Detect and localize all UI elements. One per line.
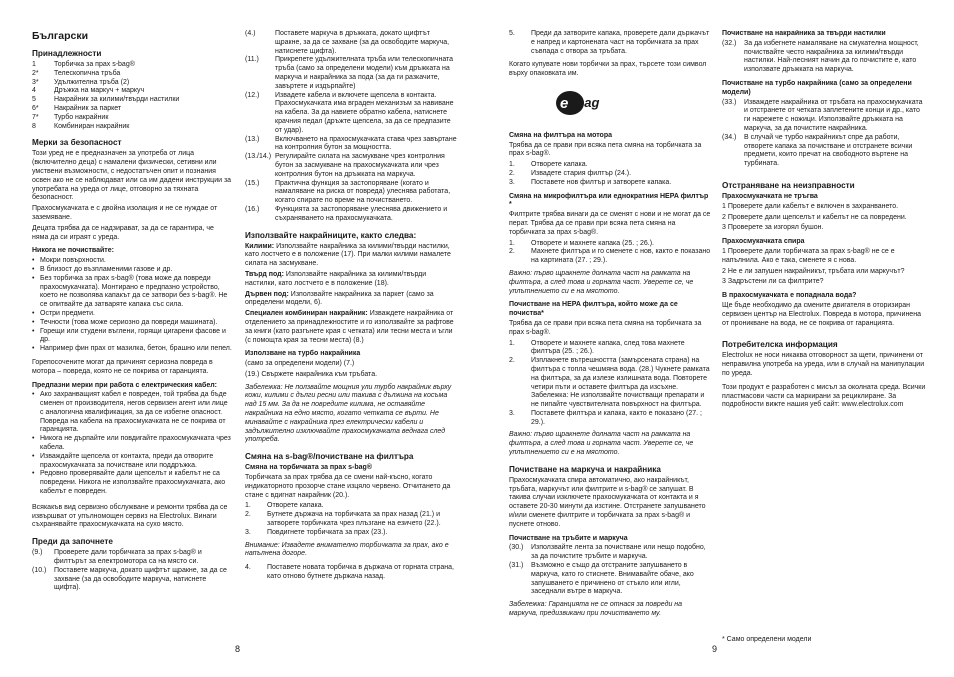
bullet-item: • В близост до възпламеними газове и др. [32, 265, 173, 273]
column-1 [32, 30, 232, 593]
list-item: (33.) Изваждете накрайника от тръбата на прахосмукачката и отстранете от четката заплетените конци и др., като ги нарежете с ножици. Използвайте дръжката на маркуча, за да почистите накрайника. [722, 98, 923, 132]
paragraph: Прахосмукачката е с двойна изолация и не се нуждае от заземяване. [32, 205, 218, 221]
bullet-item: • Без торбичка за прах s-bag® (това може да повреди прахосмукачката). Монтирано е предпазно устройство, което не позволява капакът да се затвори без s-bag®. Не се опитвайте да затваряте капака със сила. [32, 274, 228, 309]
paragraph: 2 Проверете дали щепселът и кабелът не са повредени. [722, 213, 907, 221]
list-item: (30.) Използвайте лента за почистване или нещо подобно, за да почистите тръбите и маркуча. [509, 544, 706, 561]
page-number-left: 8 [235, 644, 241, 654]
note: Важно: първо щракнете долната част на рамката на филтъра, а след това и горната част. Уверете се, че уплътнението си е на мястото. [509, 269, 694, 295]
accessories-list [32, 61, 232, 131]
list-item: 1 Торбичка за прах s-bag® [32, 61, 135, 68]
list-item: (31.) Възможно е също да отстраните запушването в маркуча, като го стиснете. Внимавайте обаче, ако запушването е причинено от стъкло или игли, заседнали вътре в маркуча. [509, 562, 694, 596]
paragraph: Специален комбиниран накрайник: Изваждете накрайника от отделението за принадлежностите и го използвайте за рафтове за книги (като разгънете края с четката) или тесни места и ъгли (с помощта края за тесни места) (8.) [245, 310, 454, 344]
bullet-item: • Редовно проверявайте дали щепселът и кабелът не са повредени. Никога не използвайте прахосмукачката, ако кабелът е повреден. [32, 470, 226, 496]
list-item: (11.) Прикрепете удължителната тръба или телескопичната тръба (само за определени модели) към дръжката на маркуча и накрайника за пода (за да ги разкачите, завъртете и издърпайте) [245, 56, 454, 90]
troubleshooting-heading: Отстраняване на неизправности [722, 180, 855, 190]
list-item: (15.) Практична функция за застопоряване (когато и намаляване на риска от повреда) улеснява работата, когато спирате по време на почистването. [245, 179, 451, 205]
paragraph: 2 Не е ли запушен накрайникът, тръбата или маркучът? [722, 267, 905, 275]
list-item: 2. Бутнете държача на торбичката за прах назад (21.) и затворете торбичката чрез плъзгане на езичето (22.). [245, 511, 441, 528]
list-item: (9.) Проверете дали торбичката за прах s-bag® и филтърът за електромотора са на място си. [32, 549, 202, 566]
turbo-heading: Използване на турбо накрайника [245, 350, 361, 358]
note: Важно: първо щракнете долната част на рамката на филтъра, а след това и горната част. Уверете се, че уплътнението си е на мястото. [509, 431, 694, 457]
bullet-item: • Изваждайте щепсела от контакта, преди да отворите прахосмукачката за почистване или поддръжка. [32, 452, 214, 469]
paragraph: Всякакъв вид сервизно обслужване и ремонти трябва да се извършват от упълномощен сервиз на Electrolux. Винаги съхранявайте прахосмукачката на сухо място. [32, 503, 228, 529]
before-start-heading: Преди да започнете [32, 537, 113, 547]
list-item: (32.) За да избегнете намаляване на смукателна мощност, почиствайте често накрайника за килими/твърди настилки. Най-лесният начин да го почистите е, като използвате дръжката на маркуча. [722, 39, 919, 74]
motor-filter-heading: Смяна на филтъра на мотора [509, 131, 613, 139]
list-item: 3. Поставете нов филтър и затворете капака. [509, 178, 672, 186]
paragraph: 3 Проверете за изгорял бушон. [722, 224, 824, 232]
bullet-item: • Например фин прах от мазилка, бетон, брашно или пепел. [32, 345, 232, 353]
paragraph: Дървен под: Използвайте накрайника за паркет (само за определени модели, 6). [245, 290, 434, 307]
cable-precautions-heading: Предпазни мерки при работа с електрическия кабел: [32, 381, 217, 389]
paragraph: 1 Проверете дали торбичката за прах s-bag® не се е напълнила. Ако е така, сменете я с нова. [722, 247, 895, 264]
note: Забележка: Гаранцията не се отнася за повреди на маркуча, предизвикани при почистването му. [509, 601, 683, 618]
paragraph: 3 Задръстени ли са филтрите? [722, 278, 824, 286]
svg-text:-bag: -bag [572, 94, 600, 110]
paragraph: Торбичката за прах трябва да се смени най-късно, когато индикаторното прозорче стане изцяло червено. Отчитането да стане с вдигнат накрайник (20.). [245, 474, 451, 499]
no-start-heading: Прахосмукачката не тръгва [722, 192, 818, 200]
list-item: 3. Поставете филтъра и капака, както е показано (27. ; 29.). [509, 409, 702, 426]
bullet-item: • Горещи или студени въглени, горящи цигарени фасове и др. [32, 327, 226, 344]
list-item: (10.) Поставете маркуча, докато щифтът щракне, за да се захване (за да освободите маркуча, натиснете щифта). [32, 566, 227, 592]
note: Забележка: Не ползвайте мощния ули турбо накрайник върху кожи, килими с дълги ресни или такива с дължина на косъма над 15 мм. За да не повредите килима, не оставяйте накрайника на едно място, когато четката се върти. Не минавайте с накрайника през електрически кабели и задължително изключвайте прахосмукачката веднага след употреба. [245, 383, 452, 444]
list-item: 2. Извадете стария филтър (24.). [509, 169, 632, 177]
stops-heading: Прахосмукачката спира [722, 238, 805, 246]
list-item: 2* Телескопична тръба [32, 69, 121, 77]
microfilter-heading: Смяна на микрофилтъра или еднократния HEPA филтър * [509, 192, 709, 209]
list-item: 2. Изплакнете вътрешността (замърсената страна) на филтъра с топла чешмяна вода. (28.) Чукнете рамката на филтъра, за да излезе излишната вода. Повторете четири пъти и оставете филтъра да изсъхне. Забележка: Не използвайте почистващи препарати и не пипайте чувствителната повърхност на филтъра. [509, 357, 710, 409]
list-item: 7* Турбо накрайник [32, 113, 109, 121]
list-item: (13.) Включването на прахосмукачката става чрез завъртане на контролния бутон за мощността. [245, 135, 457, 152]
column-3 [509, 30, 711, 623]
bullet-item: • Остри предмети. [32, 309, 95, 317]
paragraph: Прахосмукачката спира автоматично, ако накрайникът, тръбата, маркучът или филтрите и s-bag® се запушат. В такива случаи изключете прахосмукачката от контакта и я оставете 20-30 минути да изстине. Отстранете запушването и/или сменете филтрите и торбичката за прах s-bag® и пуснете отново. [509, 476, 706, 528]
hepa-heading: Почистване на HEPA филтъра, който може да се почиства* [509, 301, 678, 318]
note: Внимание: Извадете внимателно торбичката за прах, ако е напълнена догоре. [245, 541, 449, 558]
column-4 [722, 30, 928, 412]
paragraph: Горепосочените могат да причинят сериозна повреда в мотора – повреда, която не се покрива от гаранцията. [32, 358, 213, 375]
tubes-cleaning-heading: Почистване на тръбите и маркуча [509, 534, 628, 542]
replace-bag-heading: Смяна на торбичката за прах s-bag® [245, 464, 372, 472]
consumer-info-heading: Потребителска информация [722, 340, 838, 350]
language-title: Български [32, 30, 89, 42]
list-item: (12.) Извадете кабела и включете щепсела в контакта. Прахосмукачката има вграден механизъм за навиване на кабела. За да навиете обратно кабела, натиснете крачния педал (дръжте щепсела, за да се предпазите от удар). [245, 91, 454, 134]
paragraph: 1 Проверете дали кабелът е включен в захранването. [722, 202, 899, 210]
list-item: 5. Преди да затворите капака, проверете дали държачът е напред и картонената част на торбичката за прах съвпада с отвора за тръбата. [509, 30, 710, 55]
never-clean-heading: Никога не почиствайте: [32, 247, 114, 255]
paragraph: (само за определени модели) (7.) [245, 360, 355, 368]
paragraph: (19.) Свържете накрайника към тръбата. [245, 370, 378, 378]
list-item: (34.) В случай че турбо накрайникът спре да работи, отворете капака за почистване и отстранете всички предмети, които пречат на свободното въртене на турбината. [722, 133, 913, 168]
hard-floor-heading: Почистване на накрайника за твърди настилки [722, 30, 886, 37]
paragraph: Твърд под: Използвайте накрайника за килими/твърди настилки, като лостчето е в положение (18). [245, 270, 427, 287]
list-item: 2. Махнете филтъра и го сменете с нов, както е показано на картината (27. ; 29.). [509, 248, 711, 265]
bullet-item: • Течности (това може сериозно да повреди машината). [32, 318, 218, 326]
sbag-heading: Смяна на s-bag®/почистване на филтъра [245, 452, 414, 462]
list-item: 5 Накрайник за килими/твърди настилки [32, 96, 180, 104]
paragraph: Трябва да се прави при всяка пета смяна на торбичката за прах s-bag®. [509, 319, 702, 336]
s-bag-logo [554, 87, 612, 117]
paragraph: Electrolux не носи никаква отговорност за щети, причинени от неправилна употреба на уреда, или в случай на манипулации по уреда. [722, 352, 925, 377]
list-item: 4 Дръжка на маркуч + маркуч [32, 87, 145, 95]
list-item: (13./14.) Регулирайте силата на засмукване чрез контролния бутон за засмукване на прахосмукачката или чрез контролния бутон на дръжката на маркуча. [245, 153, 445, 178]
list-item: 8 Комбиниран накрайник [32, 122, 130, 130]
list-item: 1. Отворете капака. [509, 161, 588, 169]
paragraph: Този уред не е предназначен за употреба от лица (включително деца) с намалени физически, сетивни или умствени възможности, с недостатъчен опит и познания освен ако не се наблюдават или са им дадени инструкции за употребата на уреда от лице, отговорно за тяхната безопасност. [32, 150, 232, 202]
paragraph: Децата трябва да се надзирават, за да се гарантира, че няма да си играят с уреда. [32, 224, 214, 241]
paragraph: Трябва да се прави при всяка пета смяна на торбичката за прах s-bag®. [509, 141, 702, 158]
column-2 [245, 30, 457, 582]
list-item: 3* Удължителна тръба (2) [32, 78, 130, 86]
list-item: 3. Повдигнете торбичката за прах (23.). [245, 528, 388, 536]
list-item: 6* Накрайник за паркет [32, 104, 122, 112]
svg-text:e: e [560, 94, 569, 112]
turbo-cleaning-heading: Почистване на турбо накрайника (само за определени модели) [722, 79, 912, 96]
paragraph: Този продукт е разработен с мисъл за околната среда. Всички пластмасови части са маркирани за рециклиране. За подробности вижте нашия уеб сайт: www.electrolux.com [722, 383, 926, 409]
list-item: (16.) Функцията за застопоряване улеснява движението и съхраняването на прахосмукачката. [245, 205, 448, 222]
bullet-item: • Мокри повърхности. [32, 257, 106, 265]
paragraph: Когато купувате нови торбички за прах, търсете този символ върху опаковката им. [509, 61, 707, 78]
safety-heading: Мерки за безопасност [32, 138, 122, 148]
accessories-heading: Принадлежности [32, 49, 102, 58]
list-item: 4. Поставете новата торбичка в държача от горната страна, като отново бутнете държача назад. [245, 564, 454, 581]
water-heading: В прахосмукачката е попаднала вода? [722, 292, 857, 300]
paragraph: Филтрите трябва винаги да се сменят с нови и не могат да се перат. Трябва да се прави при всяка пета смяна на торбичката за прах s-bag®. [509, 211, 711, 236]
page-number-right: 9 [712, 644, 718, 654]
paragraph: Килими: Използвайте накрайника за килими/твърди настилки, като лостчето е в положение (17). При малки килими намалете силата на засмукване. [245, 242, 451, 268]
list-item: 1. Отворете и махнете капака, след това махнете филтъра (25. ; 26.). [509, 339, 685, 356]
paragraph: Ще бъде необходимо да смените двигателя в оторизиран сервизен център на Electrolux. Повреда в мотора, причинена от проникване на вода, не се покрива от гаранцията. [722, 301, 921, 327]
list-item: (4.) Поставете маркуча в дръжката, докато щифтът щракне, за да се захване (за да освободите маркуча, натиснете щифта). [245, 30, 450, 55]
bullet-item: • Никога не дърпайте или повдигайте прахосмукачката чрез кабела. [32, 435, 231, 452]
nozzles-heading: Използвайте накрайниците, както следва: [245, 230, 417, 240]
footnote: * Само определени модели [722, 636, 812, 643]
bullet-item: • Ако захранващият кабел е повреден, той трябва да бъде сменен от производителя, негов сервизен агент или лице с аналогична квалификация, за да се избегне опасност. Повреда на кабела на прахосмукачката не се покрива от гаранцията. [32, 391, 228, 434]
list-item: 1. Отворете капака. [245, 502, 324, 510]
hose-cleaning-heading: Почистване на маркуча и накрайника [509, 464, 661, 474]
list-item: 1. Отворете и махнете капака (25. ; 26.). [509, 239, 655, 247]
